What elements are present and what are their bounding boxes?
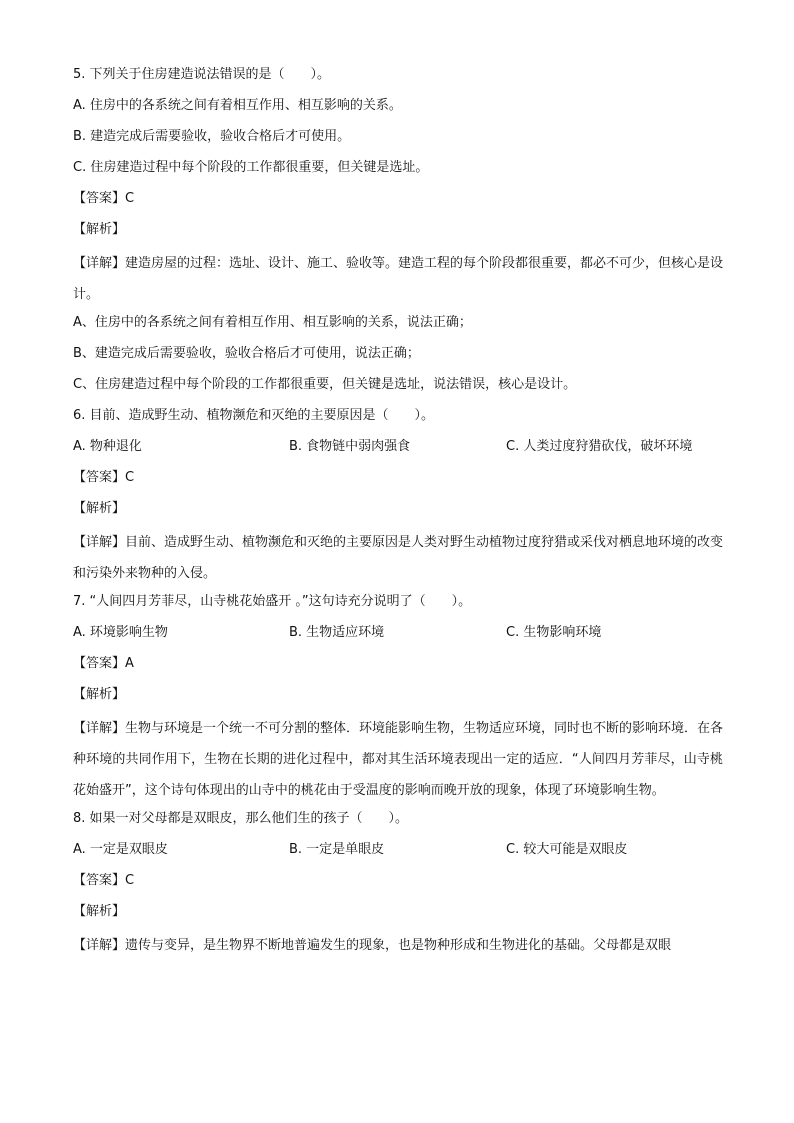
question-6-analysis-heading: 【解析】 xyxy=(73,501,126,516)
question-5-detail: 【详解】建造房屋的过程：选址、设计、施工、验收等。建造工程的每个阶段都很重要，都必不可少，但核心是设计。 xyxy=(73,256,724,302)
question-5-analysis-heading: 【解析】 xyxy=(73,222,126,237)
question-8-options xyxy=(73,837,723,868)
question-5-point-a: A、住房中的各系统之间有着相互作用、相互影响的关系，说法正确； xyxy=(73,315,472,330)
question-7-answer: 【答案】A xyxy=(73,656,134,671)
question-5-answer: 【答案】C xyxy=(73,191,135,206)
question-6-option-a: A. 物种退化 xyxy=(73,439,142,454)
document-page xyxy=(73,62,723,961)
question-8-analysis-heading: 【解析】 xyxy=(73,904,126,919)
question-8-option-a: A. 一定是双眼皮 xyxy=(73,842,168,857)
question-5-point-b: B、建造完成后需要验收，验收合格后才可使用，说法正确； xyxy=(73,346,420,361)
question-6-answer: 【答案】C xyxy=(73,470,135,485)
question-5: 5. 下列关于住房建造说法错误的是（ ）。 xyxy=(73,67,331,82)
question-8-option-c: C. 较大可能是双眼皮 xyxy=(506,842,628,857)
question-5-option-a: A. 住房中的各系统之间有着相互作用、相互影响的关系。 xyxy=(73,98,402,113)
question-6-option-c: C. 人类过度狩猎砍伐，破坏环境 xyxy=(506,439,693,454)
question-8-answer: 【答案】C xyxy=(73,873,135,888)
question-7-analysis-heading: 【解析】 xyxy=(73,687,126,702)
question-6-detail: 【详解】目前、造成野生动、植物濒危和灭绝的主要原因是人类对野生动植物过度狩猎或采伐对栖息地环境的改变和污染外来物种的入侵。 xyxy=(73,535,724,581)
question-5-point-c: C、住房建造过程中每个阶段的工作都很重要，但关键是选址，说法错误，核心是设计。 xyxy=(73,377,577,392)
question-7: 7. “人间四月芳菲尽，山寺桃花始盛开 。”这句诗充分说明了（ ）。 xyxy=(73,594,472,609)
question-7-option-a: A. 环境影响生物 xyxy=(73,625,168,640)
question-8: 8. 如果一对父母都是双眼皮，那么他们生的孩子（ ）。 xyxy=(73,811,409,826)
question-6-options xyxy=(73,434,723,465)
question-5-option-c: C. 住房建造过程中每个阶段的工作都很重要，但关键是选址。 xyxy=(73,160,429,175)
question-7-option-b: B. 生物适应环境 xyxy=(289,625,385,640)
question-6: 6. 目前、造成野生动、植物濒危和灭绝的主要原因是（ ）。 xyxy=(73,408,435,423)
question-7-options xyxy=(73,620,723,651)
question-8-detail: 【详解】遗传与变异，是生物界不断地普遍发生的现象，也是物种形成和生物进化的基础。父母都是双眼 xyxy=(73,938,672,953)
question-7-detail: 【详解】生物与环境是一个统一不可分割的整体．环境能影响生物，生物适应环境，同时也不断的影响环境．在各种环境的共同作用下，生物在长期的进化过程中，都对其生活环境表现出一定的适应．“人间四月芳菲尽，山寺桃花始盛开”，这个诗句体现出的山寺中的桃花由于受温度的影响而晚开放的现象，体现了环境影响生物。 xyxy=(73,721,724,798)
question-5-option-b: B. 建造完成后需要验收，验收合格后才可使用。 xyxy=(73,129,351,144)
question-7-option-c: C. 生物影响环境 xyxy=(506,625,602,640)
question-6-option-b: B. 食物链中弱肉强食 xyxy=(289,439,411,454)
question-8-option-b: B. 一定是单眼皮 xyxy=(289,842,385,857)
